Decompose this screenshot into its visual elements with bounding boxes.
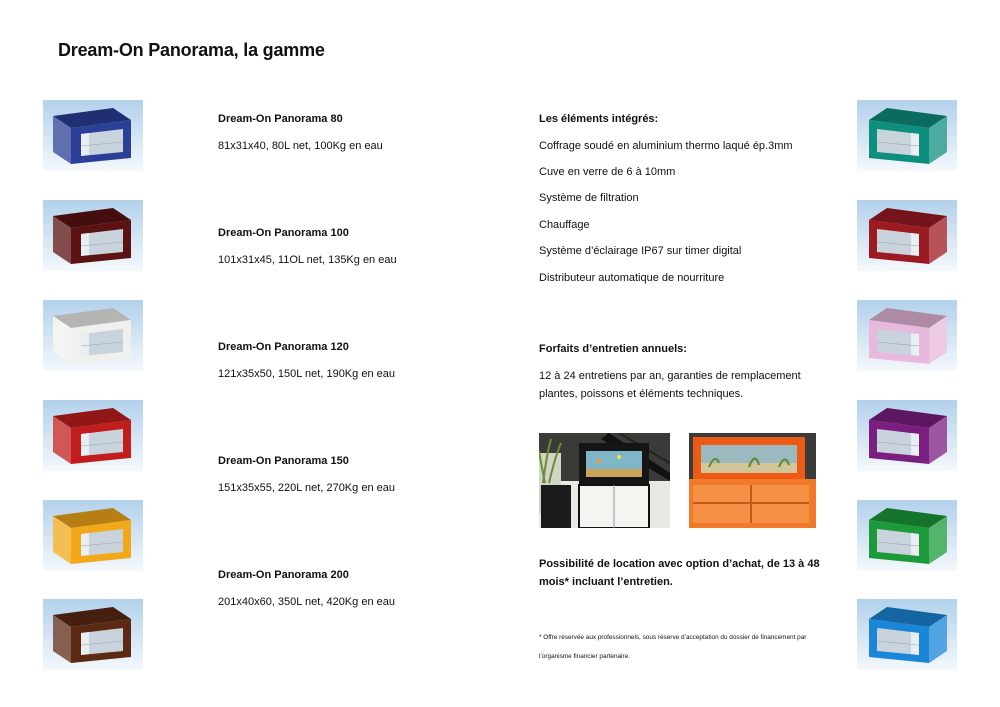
cabinet-thumbnail-right bbox=[857, 200, 957, 271]
product-spec-100: 101x31x45, 11OL net, 135Kg en eau bbox=[218, 254, 397, 266]
cabinet-thumbnail-right bbox=[857, 599, 957, 670]
cabinet-thumbnail-right bbox=[857, 400, 957, 471]
features-heading: Les éléments intégrés: bbox=[539, 113, 659, 125]
feature-item: Système de filtration bbox=[539, 192, 639, 204]
cabinet-thumbnail-left bbox=[43, 300, 143, 371]
product-name-80: Dream-On Panorama 80 bbox=[218, 113, 343, 125]
product-name-200: Dream-On Panorama 200 bbox=[218, 569, 349, 581]
maintenance-heading: Forfaits d’entretien annuels: bbox=[539, 343, 687, 355]
cabinet-thumbnail-left bbox=[43, 200, 143, 271]
cabinet-thumbnail-left bbox=[43, 500, 143, 571]
maintenance-text: 12 à 24 entretiens par an, garanties de remplacement plantes, poissons et éléments techniques. bbox=[539, 370, 801, 400]
product-spec-120: 121x35x50, 150L net, 190Kg en eau bbox=[218, 368, 395, 380]
rental-offer-text: Possibilité de location avec option d’achat, de 13 à 48 mois* incluant l’entretien. bbox=[539, 558, 820, 588]
page-title: Dream-On Panorama, la gamme bbox=[58, 40, 325, 60]
product-name-100: Dream-On Panorama 100 bbox=[218, 227, 349, 239]
product-name-150: Dream-On Panorama 150 bbox=[218, 455, 349, 467]
cabinet-thumbnail-right bbox=[857, 500, 957, 571]
product-spec-200: 201x40x60, 350L net, 420Kg en eau bbox=[218, 596, 395, 608]
feature-item: Cuve en verre de 6 à 10mm bbox=[539, 166, 676, 178]
showroom-photo-black-aquarium bbox=[539, 433, 670, 528]
feature-item: Distributeur automatique de nourriture bbox=[539, 272, 725, 284]
footnote-line-2: l’organisme financier partenaire. bbox=[539, 653, 630, 660]
feature-item: Coffrage soudé en aluminium thermo laqué ép.3mm bbox=[539, 140, 793, 152]
product-name-120: Dream-On Panorama 120 bbox=[218, 341, 349, 353]
footnote-line-1: * Offre réservée aux professionnels, sous réserve d’acceptation du dossier de financement par bbox=[539, 634, 807, 641]
feature-item: Chauffage bbox=[539, 219, 590, 231]
cabinet-thumbnail-right bbox=[857, 100, 957, 171]
product-spec-150: 151x35x55, 220L net, 270Kg en eau bbox=[218, 482, 395, 494]
cabinet-thumbnail-left bbox=[43, 100, 143, 171]
feature-item: Système d’éclairage IP67 sur timer digital bbox=[539, 245, 742, 257]
cabinet-thumbnail-right bbox=[857, 300, 957, 371]
product-spec-80: 81x31x40, 80L net, 100Kg en eau bbox=[218, 140, 383, 152]
cabinet-thumbnail-left bbox=[43, 599, 143, 670]
cabinet-thumbnail-left bbox=[43, 400, 143, 471]
showroom-photo-orange-aquarium bbox=[689, 433, 816, 528]
